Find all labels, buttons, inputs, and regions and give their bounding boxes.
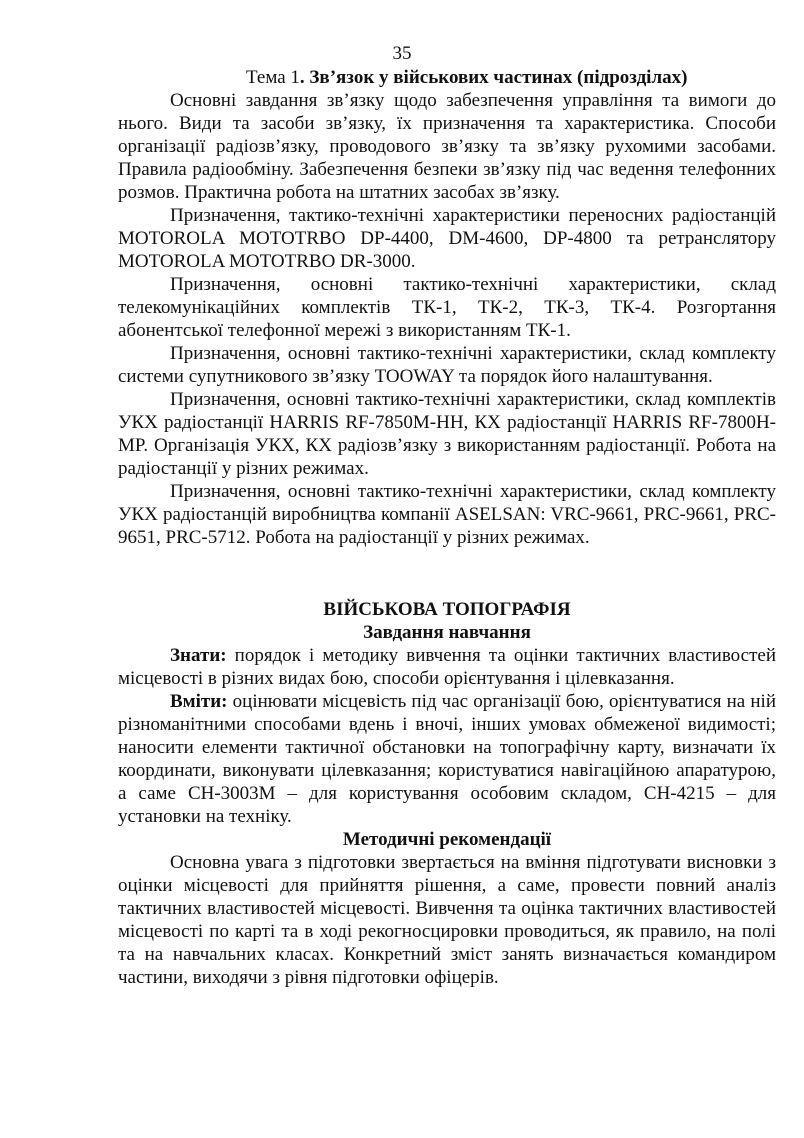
topic-prefix: Тема 1 [246, 67, 300, 88]
topic-title: . Зв’язок у військових частинах (підрозділах) [299, 67, 688, 88]
topic-paragraph-4: Призначення, основні тактико-технічні характеристики, склад комплекту системи супутникового зв’язку TOOWAY та порядок його налаштування. [118, 343, 776, 387]
know-label: Знати: [170, 645, 227, 666]
topic-paragraph-5: Призначення, основні тактико-технічні характеристики, склад комплектів УКХ радіостанції HARRIS RF-7850M-HH, КХ радіостанції HARRIS RF-7800H-MP. Організація УКХ, КХ радіозв’язку з використанням радіостанції. Робота на радіостанції у різних режимах. [118, 389, 776, 479]
skills-paragraph [118, 690, 776, 828]
topic-paragraph-3: Призначення, основні тактико-технічні характеристики, склад телекомунікаційних комплектів ТК-1, ТК-2, ТК-3, ТК-4. Розгортання абонентської телефонної мережі з використанням ТК-1. [118, 274, 776, 341]
skills-text: оцінювати місцевість під час організації бою, орієнтуватися на ній різноманітними способами вдень і вночі, інших умовах обмеженої видимості; наносити елементи тактичної обстановки на топографічну карту, визначати їх координати, виконувати цілевказання; користуватися навігаційною апаратурою, а саме СН-3003М – для користування особовим складом, СН-4215 – для установки на техніку. [118, 691, 776, 827]
methods-heading: Методичні рекомендації [342, 829, 552, 850]
section-title: ВІЙСЬКОВА ТОПОГРАФІЯ [323, 599, 571, 620]
topic-paragraph-1: Основні завдання зв’язку щодо забезпечення управління та вимоги до нього. Види та засоби зв’язку, їх призначення та характеристика. Способи організації радіозв’язку, проводового зв’язку та зв’язку рухомими засобами. Правила радіообміну. Забезпечення безпеки зв’язку під час ведення телефонних розмов. Практична робота на штатних засобах зв’язку. [118, 90, 776, 203]
methods-paragraph: Основна увага з підготовки звертається на вміння підготувати висновки з оцінки місцевості для прийняття рішення, а саме, провести повний аналіз тактичних властивостей місцевості. Вивчення та оцінка тактичних властивостей місцевості по карті та в ході рекогносцировки проводиться, як правило, на полі та на навчальних класах. Конкретний зміст занять визначається командиром частини, виходячи з рівня підготовки офіцерів. [118, 852, 776, 988]
page-number: 35 [392, 43, 412, 64]
skills-label: Вміти: [170, 691, 228, 712]
topic-paragraph-6: Призначення, основні тактико-технічні характеристики, склад комплекту УКХ радіостанцій виробництва компанії ASELSAN: VRC-9661, PRC-9661, PRC-9651, PRC-5712. Робота на радіостанції у різних режимах. [118, 481, 776, 548]
topic-paragraph-2: Призначення, тактико-технічні характеристики переносних радіостанцій MOTOROLA MOTOTRBO DP-4400, DM-4600, DP-4800 та ретранслятору MOTOROLA MOTOTRBO DR-3000. [118, 205, 776, 272]
tasks-heading: Завдання навчання [363, 622, 531, 643]
topic-heading [118, 66, 776, 89]
know-text: порядок і методику вивчення та оцінки тактичних властивостей місцевості в різних видах бою, способи орієнтування і цілевказання. [118, 645, 776, 689]
know-paragraph [118, 644, 776, 690]
page-content [118, 66, 776, 989]
